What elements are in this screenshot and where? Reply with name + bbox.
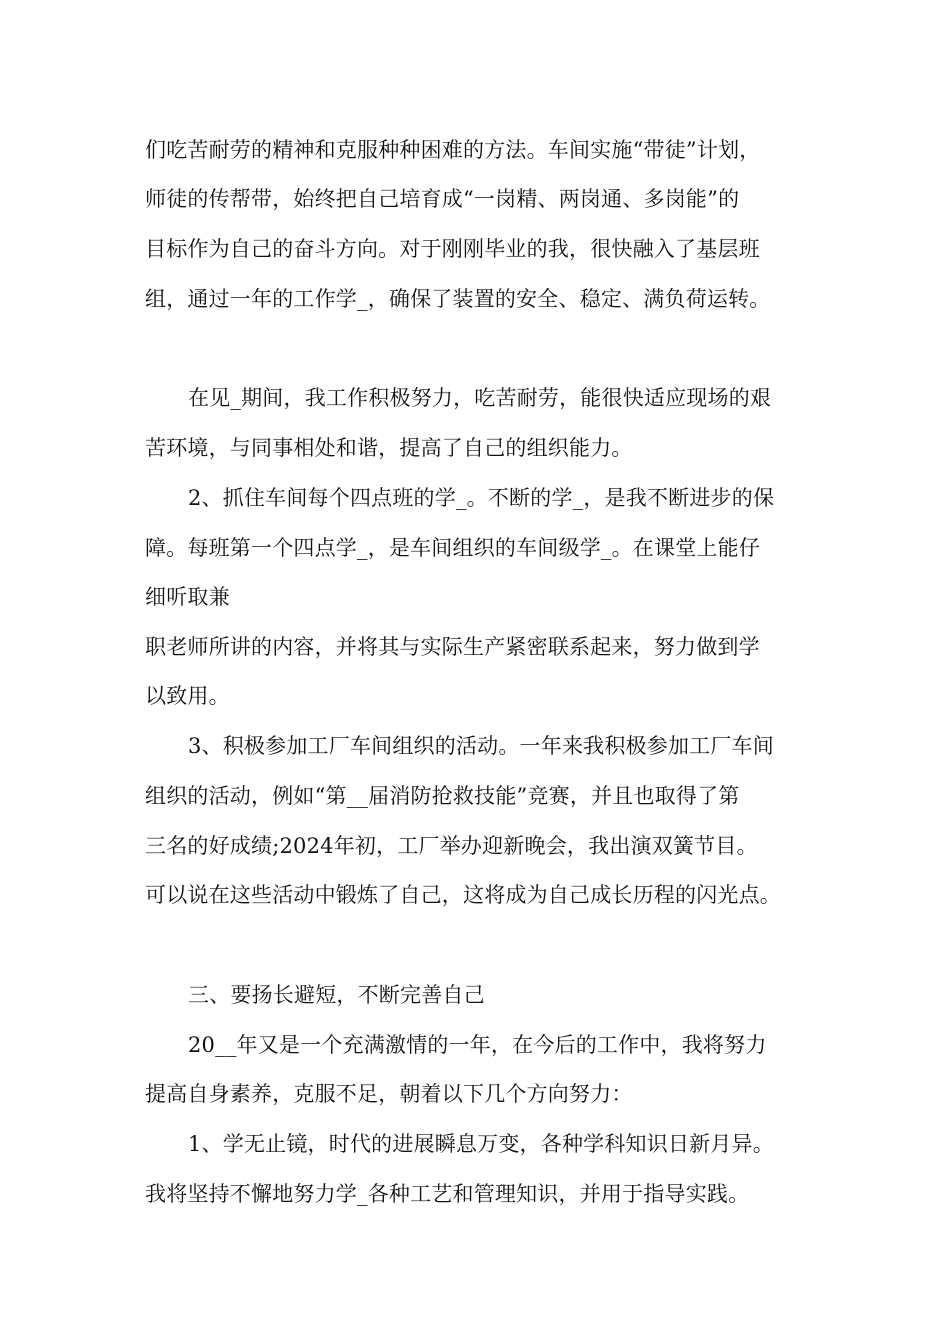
text-line: 三名的好成绩;2024年初，工厂举办迎新晚会，我出演双簧节目。 (145, 834, 758, 858)
text-line: 3、积极参加工厂车间组织的活动。一年来我积极参加工厂车间 (188, 734, 774, 758)
text-line: 我将坚持不懈地努力学_各种工艺和管理知识，并用于指导实践。 (145, 1182, 750, 1206)
text-line: 职老师所讲的内容，并将其与实际生产紧密联系起来，努力做到学 (145, 635, 760, 659)
text-line: 师徒的传帮带，始终把自己培育成“一岗精、两岗通、多岗能”的 (145, 187, 740, 211)
text-line: 在见_期间，我工作积极努力，吃苦耐劳，能很快适应现场的艰 (188, 386, 772, 410)
text-line: 目标作为自己的奋斗方向。对于刚刚毕业的我，很快融入了基层班 (145, 237, 760, 261)
text-line: 苦环境，与同事相处和谐，提高了自己的组织能力。 (145, 436, 633, 460)
text-line: 可以说在这些活动中锻炼了自己，这将成为自己成长历程的闪光点。 (145, 883, 781, 907)
text-line: 2、抓住车间每个四点班的学_。不断的学_，是我不断进步的保 (188, 486, 775, 510)
text-line: 障。每班第一个四点学_，是车间组织的车间级学_。在课堂上能仔 (145, 536, 760, 560)
text-line: 组织的活动，例如“第__届消防抢救技能”竞赛，并且也取得了第 (145, 784, 740, 808)
text-line: 以致用。 (145, 684, 230, 708)
text-line: 20__年又是一个充满激情的一年，在今后的工作中，我将努力 (188, 1033, 767, 1057)
text-line: 1、学无止镜，时代的进展瞬息万变，各种学科知识日新月异。 (188, 1132, 774, 1156)
text-line: 细听取兼 (145, 585, 230, 609)
text-line: 提高自身素养，克服不足，朝着以下几个方向努力： (145, 1082, 633, 1106)
section-heading: 三、要扬长避短，不断完善自己 (188, 983, 485, 1007)
text-line: 组，通过一年的工作学_，确保了装置的安全、稳定、满负荷运转。 (145, 287, 771, 311)
text-line: 们吃苦耐劳的精神和克服种种困难的方法。车间实施“带徒”计划， (145, 138, 761, 162)
